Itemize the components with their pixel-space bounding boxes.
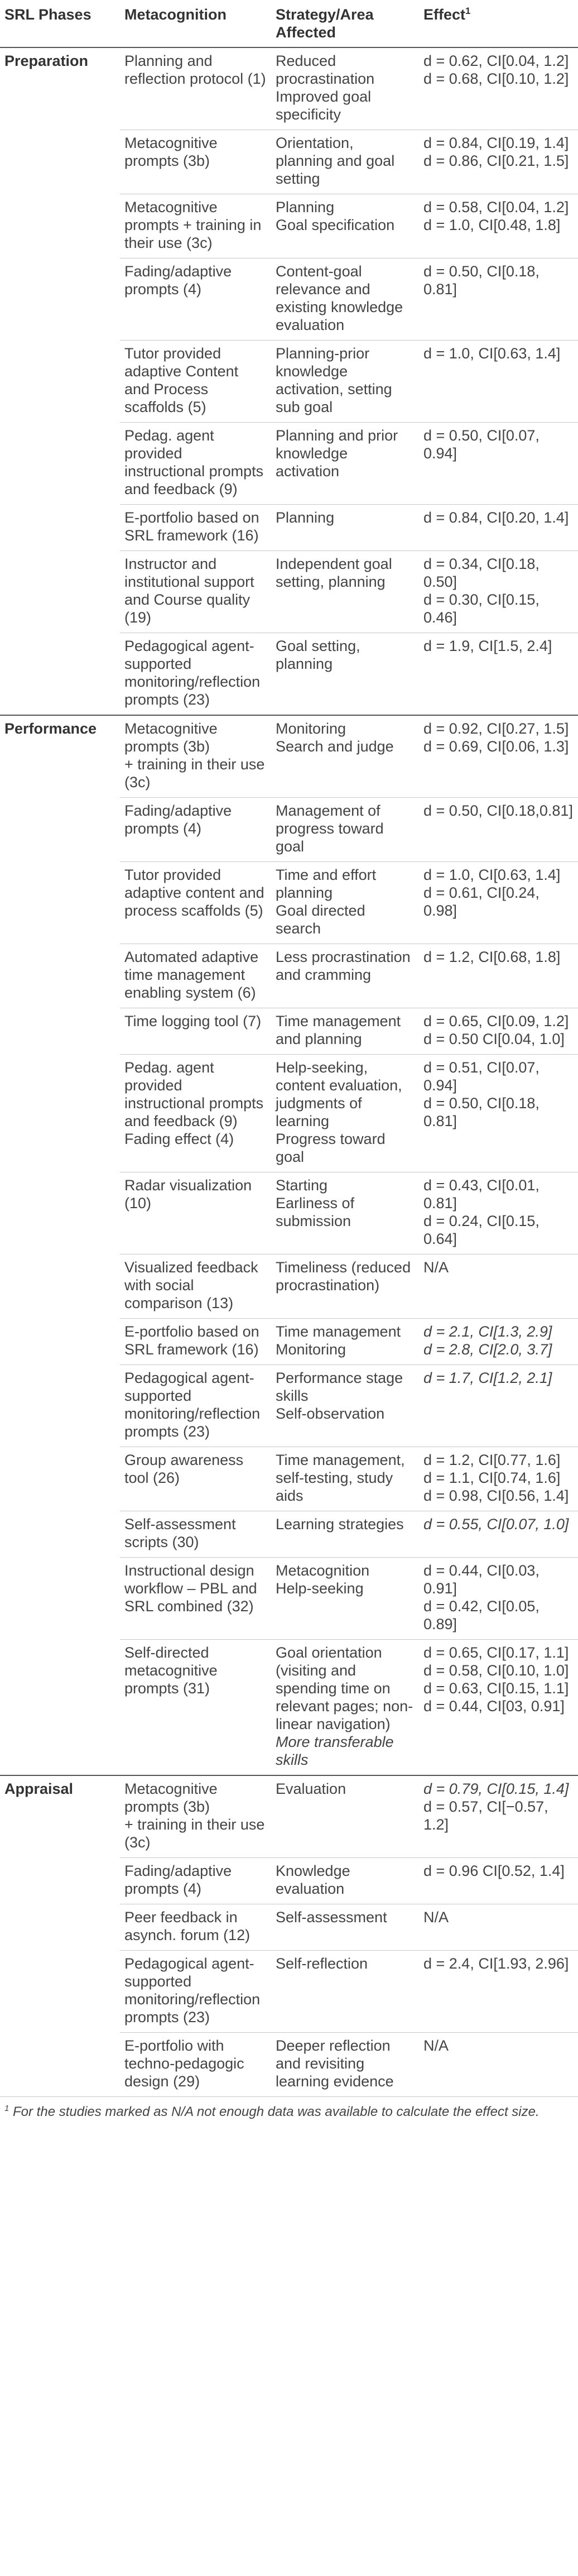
metacognition-cell xyxy=(120,1951,271,2033)
effect-cell xyxy=(419,1172,578,1255)
effect-cell-line: d = 0.92, CI[0.27, 1.5] xyxy=(423,720,569,737)
metacognition-cell xyxy=(120,1055,271,1172)
strategy-cell xyxy=(271,715,419,798)
metacognition-cell-line: Fading/adaptive prompts (4) xyxy=(124,263,232,298)
metacognition-cell xyxy=(120,258,271,341)
effect-cell-line: d = 0.65, CI[0.17, 1.1] xyxy=(423,1644,569,1661)
strategy-cell-line: Time management and planning xyxy=(276,1013,401,1047)
effect-cell-line: d = 0.63, CI[0.15, 1.1] xyxy=(423,1680,569,1697)
strategy-cell-line: Self-reflection xyxy=(276,1955,368,1972)
effect-cell-line: N/A xyxy=(423,2037,449,2054)
effect-cell-line: d = 1.2, CI[0.68, 1.8] xyxy=(423,949,561,965)
strategy-cell xyxy=(271,341,419,423)
effect-cell-line: d = 0.34, CI[0.18, 0.50] xyxy=(423,556,540,590)
effect-cell-line: d = 1.0, CI[0.63, 1.4] xyxy=(423,866,561,883)
strategy-cell xyxy=(271,798,419,862)
strategy-cell xyxy=(271,1558,419,1640)
header-metacognition: Metacognition xyxy=(120,3,271,47)
metacognition-cell-line: Metacognitive prompts (3b) xyxy=(124,1780,218,1815)
metacognition-cell-line: + training in their use (3c) xyxy=(124,756,265,791)
strategy-cell xyxy=(271,1775,419,1858)
strategy-cell xyxy=(271,1951,419,2033)
metacognition-cell-line: Visualized feedback with social comparison (13) xyxy=(124,1259,258,1311)
metacognition-cell xyxy=(120,944,271,1008)
metacognition-cell xyxy=(120,1365,271,1447)
strategy-cell-line: Planning-prior knowledge activation, setting sub goal xyxy=(276,345,392,415)
metacognition-cell xyxy=(120,1319,271,1365)
metacognition-cell-line: Pedag. agent provided instructional prompts and feedback (9) xyxy=(124,1059,264,1129)
effect-cell-line: d = 0.98, CI[0.56, 1.4] xyxy=(423,1487,569,1504)
footnote xyxy=(0,2100,578,2120)
metacognition-cell-line: Self-directed metacognitive prompts (31) xyxy=(124,1644,218,1697)
effect-cell-line: d = 0.58, CI[0.04, 1.2] xyxy=(423,199,569,216)
strategy-cell-line: Reduced procrastination xyxy=(276,52,375,87)
strategy-cell-line: Content-goal relevance and existing knowledge evaluation xyxy=(276,263,403,333)
effect-cell xyxy=(419,1447,578,1511)
footnote-marker: 1 xyxy=(4,2104,9,2113)
strategy-cell xyxy=(271,862,419,944)
effect-cell xyxy=(419,1558,578,1640)
effect-cell xyxy=(419,2033,578,2097)
strategy-cell-line: Knowledge evaluation xyxy=(276,1862,350,1897)
effect-cell xyxy=(419,715,578,798)
metacognition-cell xyxy=(120,798,271,862)
effect-cell-line: N/A xyxy=(423,1259,449,1276)
metacognition-cell-line: Fading effect (4) xyxy=(124,1131,234,1147)
metacognition-cell-line: Tutor provided adaptive content and process scaffolds (5) xyxy=(124,866,264,919)
effect-cell-line: d = 2.8, CI[2.0, 3.7] xyxy=(423,1341,552,1358)
strategy-cell-line: Help-seeking, content evaluation, judgments of learning xyxy=(276,1059,402,1129)
effect-cell xyxy=(419,423,578,505)
effect-cell-line: d = 1.7, CI[1.2, 2.1] xyxy=(423,1370,552,1386)
strategy-cell-line: Earliness of submission xyxy=(276,1195,355,1229)
metacognition-cell xyxy=(120,194,271,258)
metacognition-cell-line: Instructor and institutional support and Course quality (19) xyxy=(124,556,254,626)
header-effect xyxy=(419,3,578,47)
effect-cell-line: d = 0.69, CI[0.06, 1.3] xyxy=(423,738,569,755)
metacognition-cell-line: E-portfolio based on SRL framework (16) xyxy=(124,1323,259,1358)
effect-cell-line: d = 1.0, CI[0.63, 1.4] xyxy=(423,345,561,362)
effect-cell-line: d = 0.50, CI[0.18, 0.81] xyxy=(423,263,540,298)
table-row xyxy=(0,47,578,130)
strategy-cell xyxy=(271,194,419,258)
metacognition-cell-line: Fading/adaptive prompts (4) xyxy=(124,1862,232,1897)
metacognition-cell xyxy=(120,2033,271,2097)
phase-cell: Performance xyxy=(0,715,120,1775)
strategy-cell-line: Self-assessment xyxy=(276,1909,387,1926)
effect-cell-line: d = 0.50, CI[0.18,0.81] xyxy=(423,802,573,819)
strategy-cell-line: Monitoring xyxy=(276,1341,346,1358)
strategy-cell xyxy=(271,505,419,551)
effect-cell-line: d = 0.57, CI[−0.57, 1.2] xyxy=(423,1798,548,1833)
metacognition-cell xyxy=(120,1008,271,1055)
effect-cell xyxy=(419,258,578,341)
table-body xyxy=(0,47,578,2097)
strategy-cell-line: Self-observation xyxy=(276,1405,385,1422)
metacognition-cell-line: Group awareness tool (26) xyxy=(124,1452,244,1486)
metacognition-cell xyxy=(120,505,271,551)
effect-cell-line: d = 0.50 CI[0.04, 1.0] xyxy=(423,1031,565,1047)
effect-cell xyxy=(419,1365,578,1447)
phase-cell: Preparation xyxy=(0,47,120,715)
strategy-cell xyxy=(271,47,419,130)
effect-cell-line: d = 1.9, CI[1.5, 2.4] xyxy=(423,638,552,654)
effect-cell-line: d = 0.58, CI[0.10, 1.0] xyxy=(423,1662,569,1679)
metacognition-cell-line: Metacognitive prompts + training in their use (3c) xyxy=(124,199,262,251)
effect-cell-line: d = 0.44, CI[03, 0.91] xyxy=(423,1698,565,1715)
metacognition-cell-line: Pedagogical agent-supported monitoring/reflection prompts (23) xyxy=(124,1955,261,2026)
effect-cell xyxy=(419,862,578,944)
metacognition-cell xyxy=(120,1172,271,1255)
effect-cell-line: d = 0.44, CI[0.03, 0.91] xyxy=(423,1562,540,1597)
effect-cell xyxy=(419,1775,578,1858)
strategy-cell xyxy=(271,1640,419,1776)
effect-cell xyxy=(419,194,578,258)
strategy-cell-line: Progress toward goal xyxy=(276,1131,386,1165)
strategy-cell xyxy=(271,130,419,194)
effect-cell xyxy=(419,1008,578,1055)
effect-cell-line: d = 0.42, CI[0.05, 0.89] xyxy=(423,1598,540,1632)
metacognition-cell-line: + training in their use (3c) xyxy=(124,1816,265,1851)
strategy-cell xyxy=(271,1858,419,1904)
strategy-cell xyxy=(271,423,419,505)
metacognition-cell xyxy=(120,1558,271,1640)
strategy-cell-line: Evaluation xyxy=(276,1780,346,1797)
strategy-cell xyxy=(271,1319,419,1365)
effect-cell xyxy=(419,633,578,716)
strategy-cell-line: Timeliness (reduced procrastination) xyxy=(276,1259,411,1294)
metacognition-cell-line: Automated adaptive time management enabling system (6) xyxy=(124,949,259,1001)
metacognition-cell-line: Radar visualization (10) xyxy=(124,1177,252,1212)
metacognition-cell xyxy=(120,1511,271,1558)
footnote-text: For the studies marked as N/A not enough data was available to calculate the effect size. xyxy=(13,2104,540,2119)
metacognition-cell-line: Metacognitive prompts (3b) xyxy=(124,135,218,169)
effect-cell xyxy=(419,341,578,423)
strategy-cell-line: Goal setting, planning xyxy=(276,638,360,672)
strategy-cell-line: Time management, self-testing, study aids xyxy=(276,1452,405,1504)
strategy-cell xyxy=(271,1255,419,1319)
effect-cell-line: d = 0.86, CI[0.21, 1.5] xyxy=(423,152,569,169)
strategy-cell xyxy=(271,258,419,341)
effect-cell-line: d = 0.84, CI[0.20, 1.4] xyxy=(423,509,569,526)
metacognition-cell xyxy=(120,633,271,716)
strategy-cell xyxy=(271,1008,419,1055)
strategy-cell-line: Goal orientation (visiting and spending time on relevant pages; non-linear navigation) xyxy=(276,1644,413,1732)
strategy-cell-line: Goal directed search xyxy=(276,902,365,937)
metacognition-cell xyxy=(120,715,271,798)
metacognition-cell xyxy=(120,862,271,944)
metacognition-cell xyxy=(120,1775,271,1858)
effect-cell-line: d = 0.43, CI[0.01, 0.81] xyxy=(423,1177,540,1212)
effect-cell xyxy=(419,1904,578,1951)
effect-cell-line: d = 0.50, CI[0.18, 0.81] xyxy=(423,1095,540,1129)
effect-cell-line: d = 0.84, CI[0.19, 1.4] xyxy=(423,135,569,151)
effect-cell-line: d = 0.30, CI[0.15, 0.46] xyxy=(423,591,540,626)
effect-cell xyxy=(419,1951,578,2033)
srl-effects-table xyxy=(0,3,578,2097)
metacognition-cell-line: Peer feedback in asynch. forum (12) xyxy=(124,1909,251,1943)
metacognition-cell xyxy=(120,1904,271,1951)
metacognition-cell-line: Planning and reflection protocol (1) xyxy=(124,52,266,87)
metacognition-cell xyxy=(120,1640,271,1776)
strategy-cell-line: Planning and prior knowledge activation xyxy=(276,427,398,480)
metacognition-cell-line: Fading/adaptive prompts (4) xyxy=(124,802,232,837)
effect-cell-line: d = 0.51, CI[0.07, 0.94] xyxy=(423,1059,540,1094)
effect-cell-line: d = 1.2, CI[0.77, 1.6] xyxy=(423,1452,561,1468)
header-effect-footnote-marker: 1 xyxy=(465,6,471,16)
strategy-cell-line: Planning xyxy=(276,199,335,216)
strategy-cell-line: Management of progress toward goal xyxy=(276,802,384,855)
metacognition-cell xyxy=(120,130,271,194)
effect-cell-line: d = 0.96 CI[0.52, 1.4] xyxy=(423,1862,565,1879)
effect-cell xyxy=(419,1858,578,1904)
metacognition-cell xyxy=(120,423,271,505)
table-row xyxy=(0,1775,578,1858)
strategy-cell-line: Orientation, planning and goal setting xyxy=(276,135,395,187)
strategy-cell-line: Goal specification xyxy=(276,217,395,233)
metacognition-cell xyxy=(120,551,271,633)
effect-cell-line: d = 0.62, CI[0.04, 1.2] xyxy=(423,52,569,69)
metacognition-cell xyxy=(120,1447,271,1511)
strategy-cell xyxy=(271,1365,419,1447)
effect-cell xyxy=(419,1319,578,1365)
strategy-cell xyxy=(271,551,419,633)
strategy-cell xyxy=(271,1447,419,1511)
metacognition-cell xyxy=(120,47,271,130)
effect-cell-line: d = 0.68, CI[0.10, 1.2] xyxy=(423,70,569,87)
effect-cell xyxy=(419,1255,578,1319)
metacognition-cell-line: Time logging tool (7) xyxy=(124,1013,262,1030)
strategy-cell xyxy=(271,1055,419,1172)
metacognition-cell-line: E-portfolio based on SRL framework (16) xyxy=(124,509,259,544)
strategy-cell-line: Monitoring xyxy=(276,720,346,737)
metacognition-cell-line: Metacognitive prompts (3b) xyxy=(124,720,218,755)
metacognition-cell xyxy=(120,341,271,423)
metacognition-cell-line: Self-assessment scripts (30) xyxy=(124,1516,236,1550)
effect-cell xyxy=(419,798,578,862)
strategy-cell-line: Help-seeking xyxy=(276,1580,364,1597)
effect-cell-line: d = 0.50, CI[0.07, 0.94] xyxy=(423,427,540,462)
effect-cell xyxy=(419,944,578,1008)
metacognition-cell-line: Tutor provided adaptive Content and Process scaffolds (5) xyxy=(124,345,239,415)
strategy-cell-line: Independent goal setting, planning xyxy=(276,556,392,590)
effect-cell-line: N/A xyxy=(423,1909,449,1926)
strategy-cell-line: Improved goal specificity xyxy=(276,88,372,123)
effect-cell-line: d = 1.0, CI[0.48, 1.8] xyxy=(423,217,561,233)
strategy-cell xyxy=(271,2033,419,2097)
header-row xyxy=(0,3,578,47)
strategy-cell-line: Search and judge xyxy=(276,738,394,755)
effect-cell xyxy=(419,551,578,633)
effect-cell-line: d = 0.65, CI[0.09, 1.2] xyxy=(423,1013,569,1030)
phase-cell: Appraisal xyxy=(0,1775,120,2097)
metacognition-cell-line: Pedag. agent provided instructional prompts and feedback (9) xyxy=(124,427,264,497)
effect-cell xyxy=(419,1640,578,1776)
strategy-cell-line: Time and effort planning xyxy=(276,866,377,901)
metacognition-cell-line: Pedagogical agent-supported monitoring/reflection prompts (23) xyxy=(124,638,261,708)
effect-cell xyxy=(419,1511,578,1558)
effect-cell-line: d = 0.55, CI[0.07, 1.0] xyxy=(423,1516,569,1533)
header-phase: SRL Phases xyxy=(0,3,120,47)
strategy-cell-line: Deeper reflection and revisiting learning evidence xyxy=(276,2037,394,2090)
effect-cell-line: d = 1.1, CI[0.74, 1.6] xyxy=(423,1469,561,1486)
metacognition-cell xyxy=(120,1255,271,1319)
strategy-cell-line: Starting xyxy=(276,1177,328,1194)
strategy-cell-line: More transferable skills xyxy=(276,1734,394,1768)
effect-cell xyxy=(419,1055,578,1172)
metacognition-cell-line: Pedagogical agent-supported monitoring/reflection prompts (23) xyxy=(124,1370,261,1440)
strategy-cell xyxy=(271,633,419,716)
header-strategy: Strategy/Area Affected xyxy=(271,3,419,47)
table-row xyxy=(0,715,578,798)
strategy-cell xyxy=(271,1172,419,1255)
strategy-cell-line: Planning xyxy=(276,509,335,526)
strategy-cell-line: Learning strategies xyxy=(276,1516,404,1533)
effect-cell-line: d = 2.1, CI[1.3, 2.9] xyxy=(423,1323,552,1340)
metacognition-cell-line: E-portfolio with techno-pedagogic design (29) xyxy=(124,2037,244,2090)
effect-cell xyxy=(419,130,578,194)
strategy-cell-line: Time management xyxy=(276,1323,401,1340)
strategy-cell xyxy=(271,1511,419,1558)
strategy-cell-line: Less procrastination and cramming xyxy=(276,949,411,983)
effect-cell-line: d = 0.24, CI[0.15, 0.64] xyxy=(423,1213,540,1247)
table-header xyxy=(0,3,578,47)
metacognition-cell-line: Instructional design workflow – PBL and SRL combined (32) xyxy=(124,1562,257,1615)
strategy-cell xyxy=(271,1904,419,1951)
effect-cell xyxy=(419,505,578,551)
strategy-cell xyxy=(271,944,419,1008)
effect-cell-line: d = 2.4, CI[1.93, 2.96] xyxy=(423,1955,569,1972)
effect-cell-line: d = 0.61, CI[0.24, 0.98] xyxy=(423,884,540,919)
metacognition-cell xyxy=(120,1858,271,1904)
effect-cell-line: d = 0.79, CI[0.15, 1.4] xyxy=(423,1780,569,1797)
header-effect-label: Effect xyxy=(423,6,466,23)
effect-cell xyxy=(419,47,578,130)
strategy-cell-line: Performance stage skills xyxy=(276,1370,403,1404)
strategy-cell-line: Metacognition xyxy=(276,1562,370,1579)
